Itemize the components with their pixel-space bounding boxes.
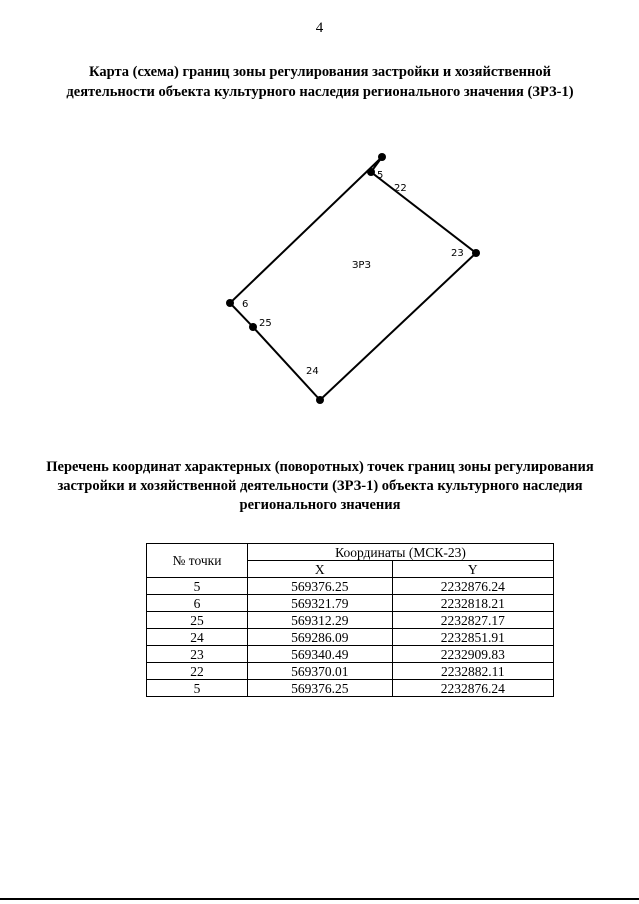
table-row: [147, 629, 554, 646]
cell-y: 2232882.11: [392, 663, 553, 680]
zone-boundary-map: [200, 145, 510, 435]
table-row: [147, 680, 554, 697]
cell-y: 2232818.21: [392, 595, 553, 612]
table-row: [147, 595, 554, 612]
header-x: X: [248, 561, 393, 578]
cell-x: 569370.01: [248, 663, 393, 680]
point-6-marker: [226, 299, 234, 307]
cell-x: 569376.25: [248, 680, 393, 697]
point-25-marker: [249, 323, 257, 331]
cell-y: 2232876.24: [392, 680, 553, 697]
page-bottom-rule: [0, 898, 639, 900]
header-y: Y: [392, 561, 553, 578]
point-24-marker: [316, 396, 324, 404]
cell-x: 569312.29: [248, 612, 393, 629]
zone-label: ЗРЗ: [352, 260, 371, 271]
header-coordinates: Координаты (МСК-23): [248, 544, 554, 561]
cell-point: 6: [147, 595, 248, 612]
coordinates-table: [146, 543, 554, 697]
cell-point: 22: [147, 663, 248, 680]
cell-x: 569376.25: [248, 578, 393, 595]
point-25-label: 25: [259, 318, 272, 329]
point-5-label: 5: [377, 170, 384, 181]
table-row: [147, 663, 554, 680]
cell-point: 23: [147, 646, 248, 663]
table-row: [147, 578, 554, 595]
point-22-label: 22: [394, 183, 407, 194]
point-24-label: 24: [306, 366, 319, 377]
header-point-number: № точки: [147, 544, 248, 578]
coordinates-list-title: Перечень координат характерных (поворотных) точек границ зоны регулирования застройки и хозяйственной деятельности (ЗРЗ-1) объекта культурного наследия регионального значения: [46, 459, 594, 513]
zone-boundary: [230, 157, 476, 400]
cell-point: 5: [147, 680, 248, 697]
cell-point: 5: [147, 578, 248, 595]
cell-y: 2232909.83: [392, 646, 553, 663]
point-22-marker: [367, 168, 375, 176]
cell-x: 569286.09: [248, 629, 393, 646]
cell-y: 2232851.91: [392, 629, 553, 646]
cell-y: 2232876.24: [392, 578, 553, 595]
point-23-marker: [472, 249, 480, 257]
table-row: [147, 612, 554, 629]
point-6-label: 6: [242, 299, 249, 310]
cell-y: 2232827.17: [392, 612, 553, 629]
cell-x: 569340.49: [248, 646, 393, 663]
point-5-marker: [378, 153, 386, 161]
cell-x: 569321.79: [248, 595, 393, 612]
table-row: [147, 646, 554, 663]
cell-point: 24: [147, 629, 248, 646]
map-title: Карта (схема) границ зоны регулирования застройки и хозяйственной деятельности объекта культурного наследия регионального значения (ЗРЗ-1): [66, 64, 574, 100]
page-number: 4: [315, 20, 324, 36]
cell-point: 25: [147, 612, 248, 629]
point-23-label: 23: [451, 248, 464, 259]
